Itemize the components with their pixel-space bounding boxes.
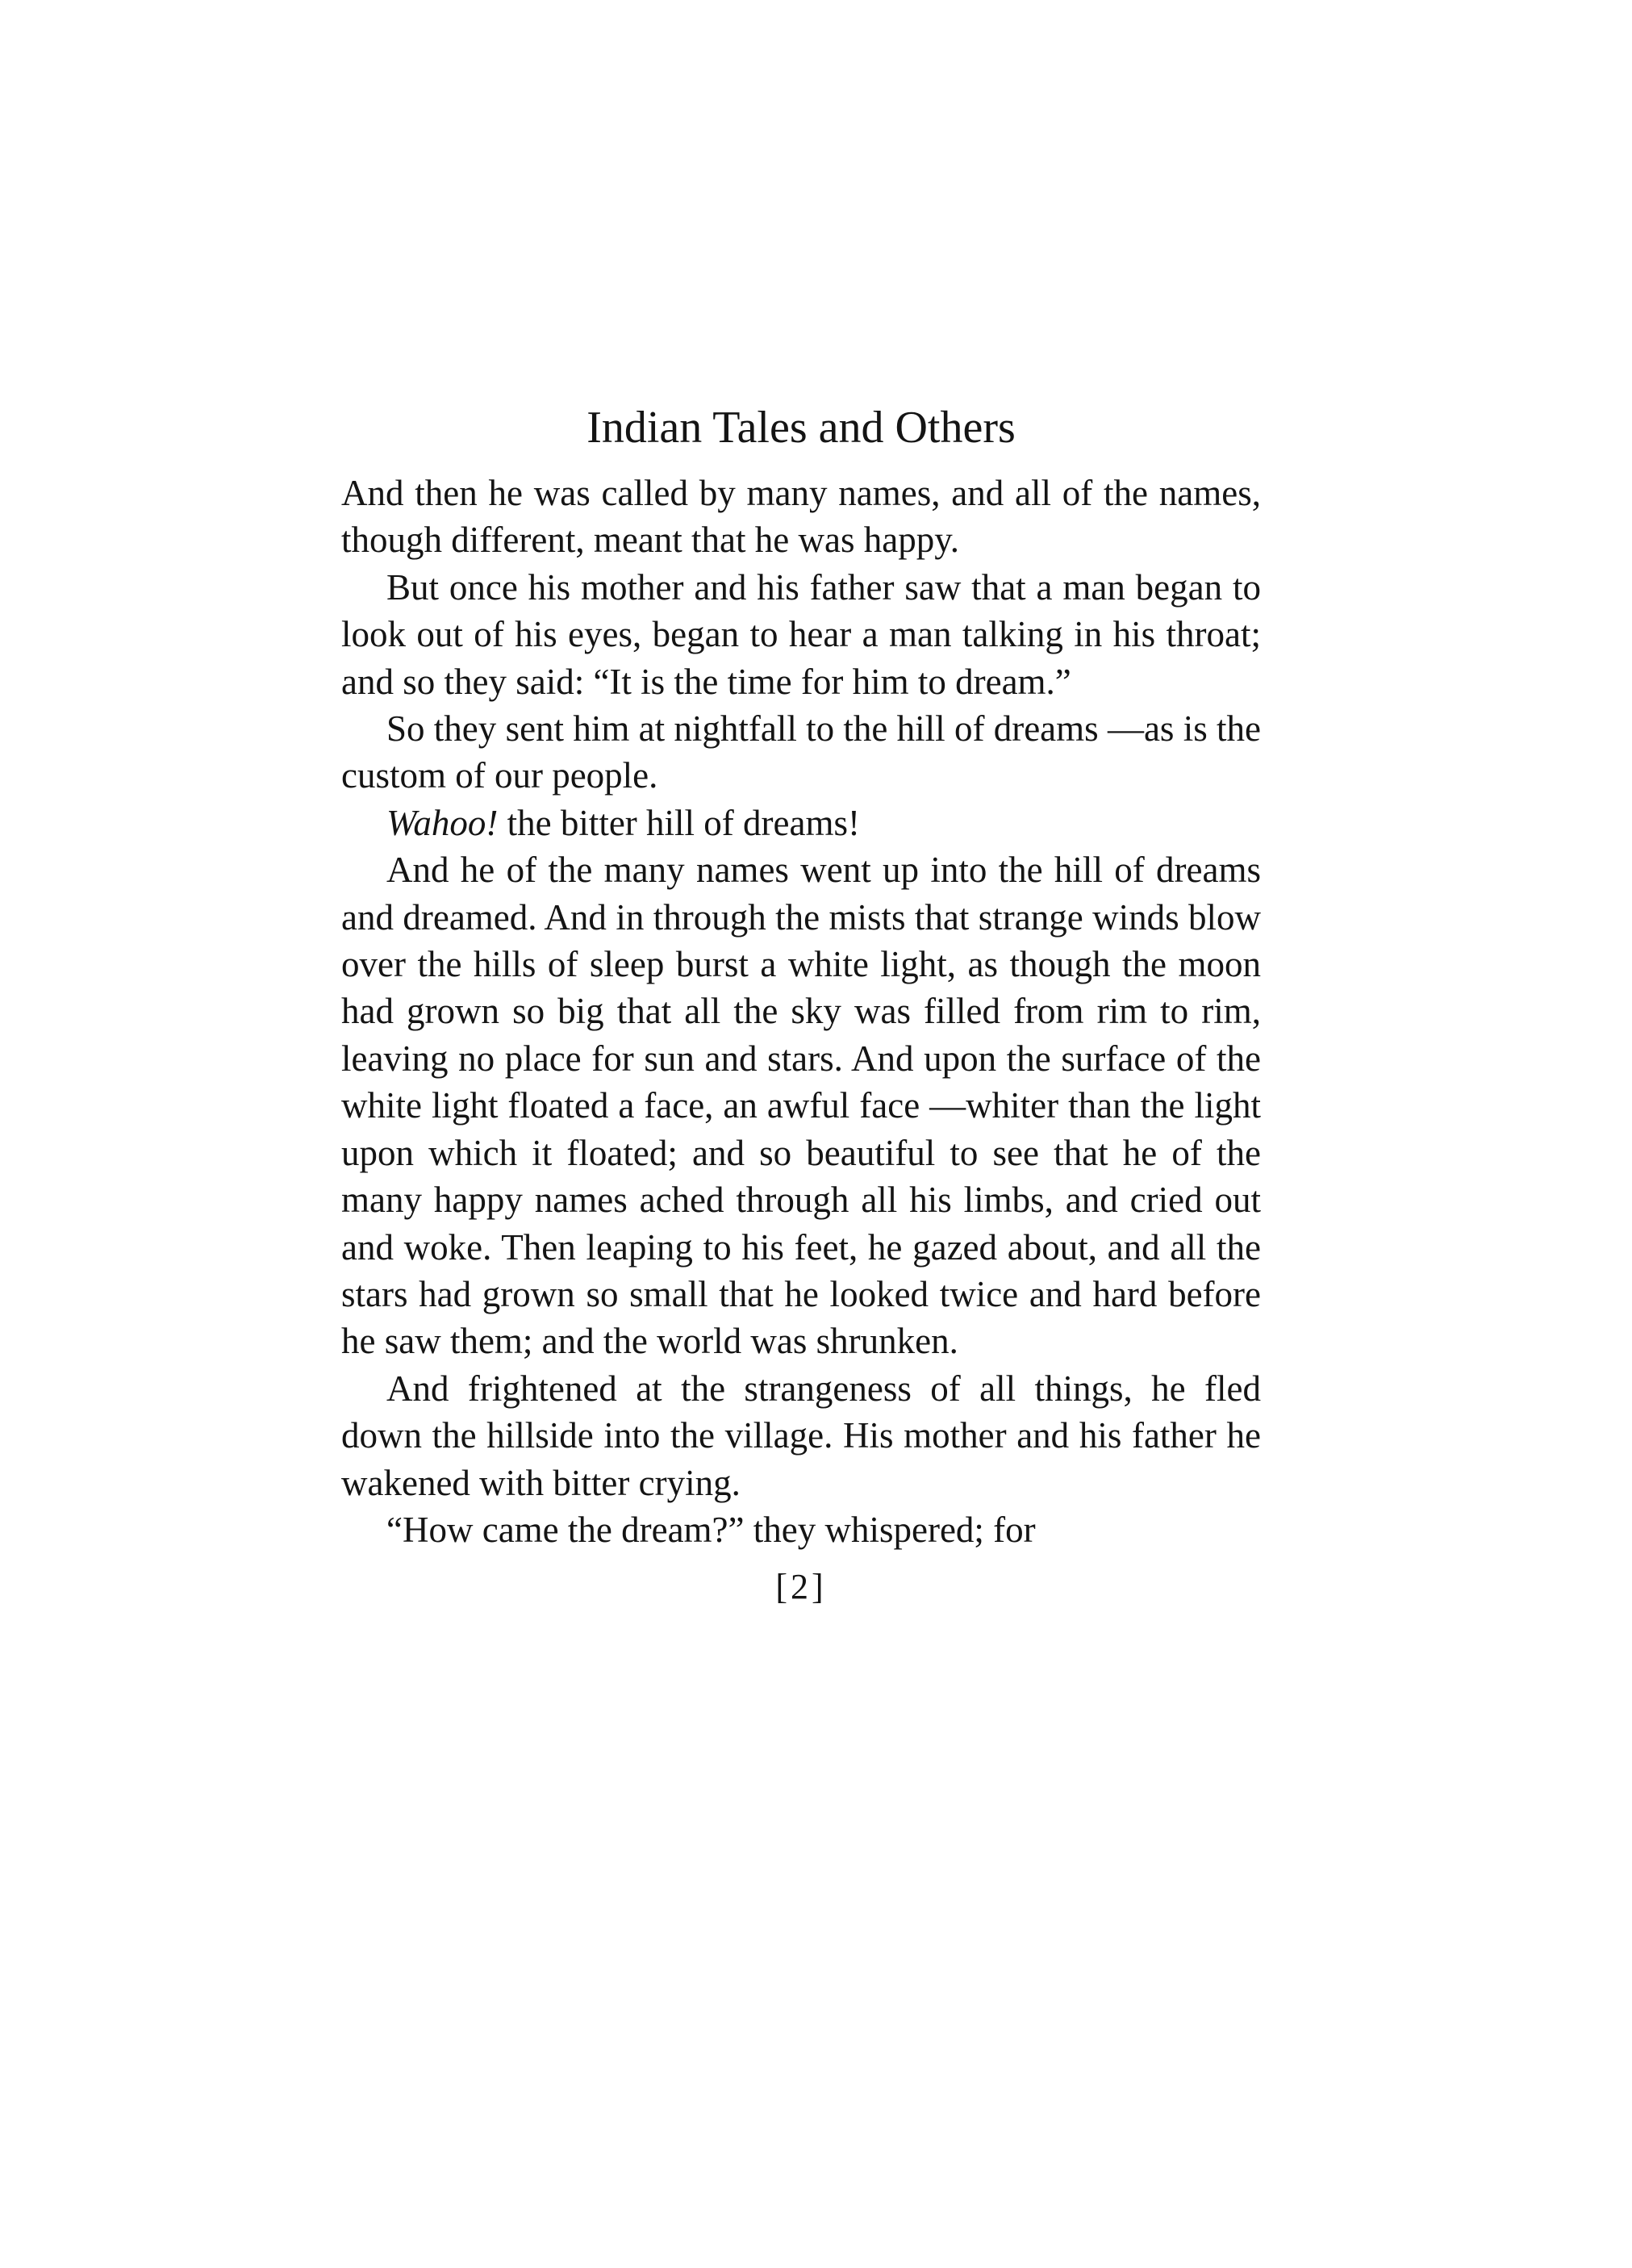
page-number: [2] [775,1567,827,1607]
paragraph-4-text: the bitter hill of dreams! [498,802,860,843]
paragraph-2: But once his mother and his father saw that a man began to look out of his eyes, began to hear a man talking in his throat; and so they said: “It is the time for him to dream.” [341,566,1261,702]
paragraph-6: And frightened at the strangeness of all things, he fled down the hillside into the village. His mother and his father he wakened with bitter crying. [341,1368,1261,1503]
book-page [341,395,1261,1611]
paragraph-7: “How came the dream?” they whispered; for [386,1509,1036,1550]
paragraph-3: So they sent him at nightfall to the hill of dreams —as is the custom of our people. [341,708,1261,796]
paragraph-5: And he of the many names went up into the hill of dreams and dreamed. And in through the mists that strange winds blow over the hills of sleep burst a white light, as though the moon had grown so big that all the sky was filled from rim to rim, leaving no place for sun and stars. And upon the surface of the white light floated a face, an awful face —whiter than the light upon which it floated; and so beautiful to see that he of the many happy names ached through all his limbs, and cried out and woke. Then leaping to his feet, he gazed about, and all the stars had grown so small that he looked twice and hard before he saw them; and the world was shrunken. [341,850,1261,1362]
paragraph-1: And then he was called by many names, and all of the names, though different, meant that he was happy. [341,473,1261,561]
interjection: Wahoo! [386,802,499,843]
running-head: Indian Tales and Others [586,403,1016,453]
paragraph-4 [341,800,1261,846]
